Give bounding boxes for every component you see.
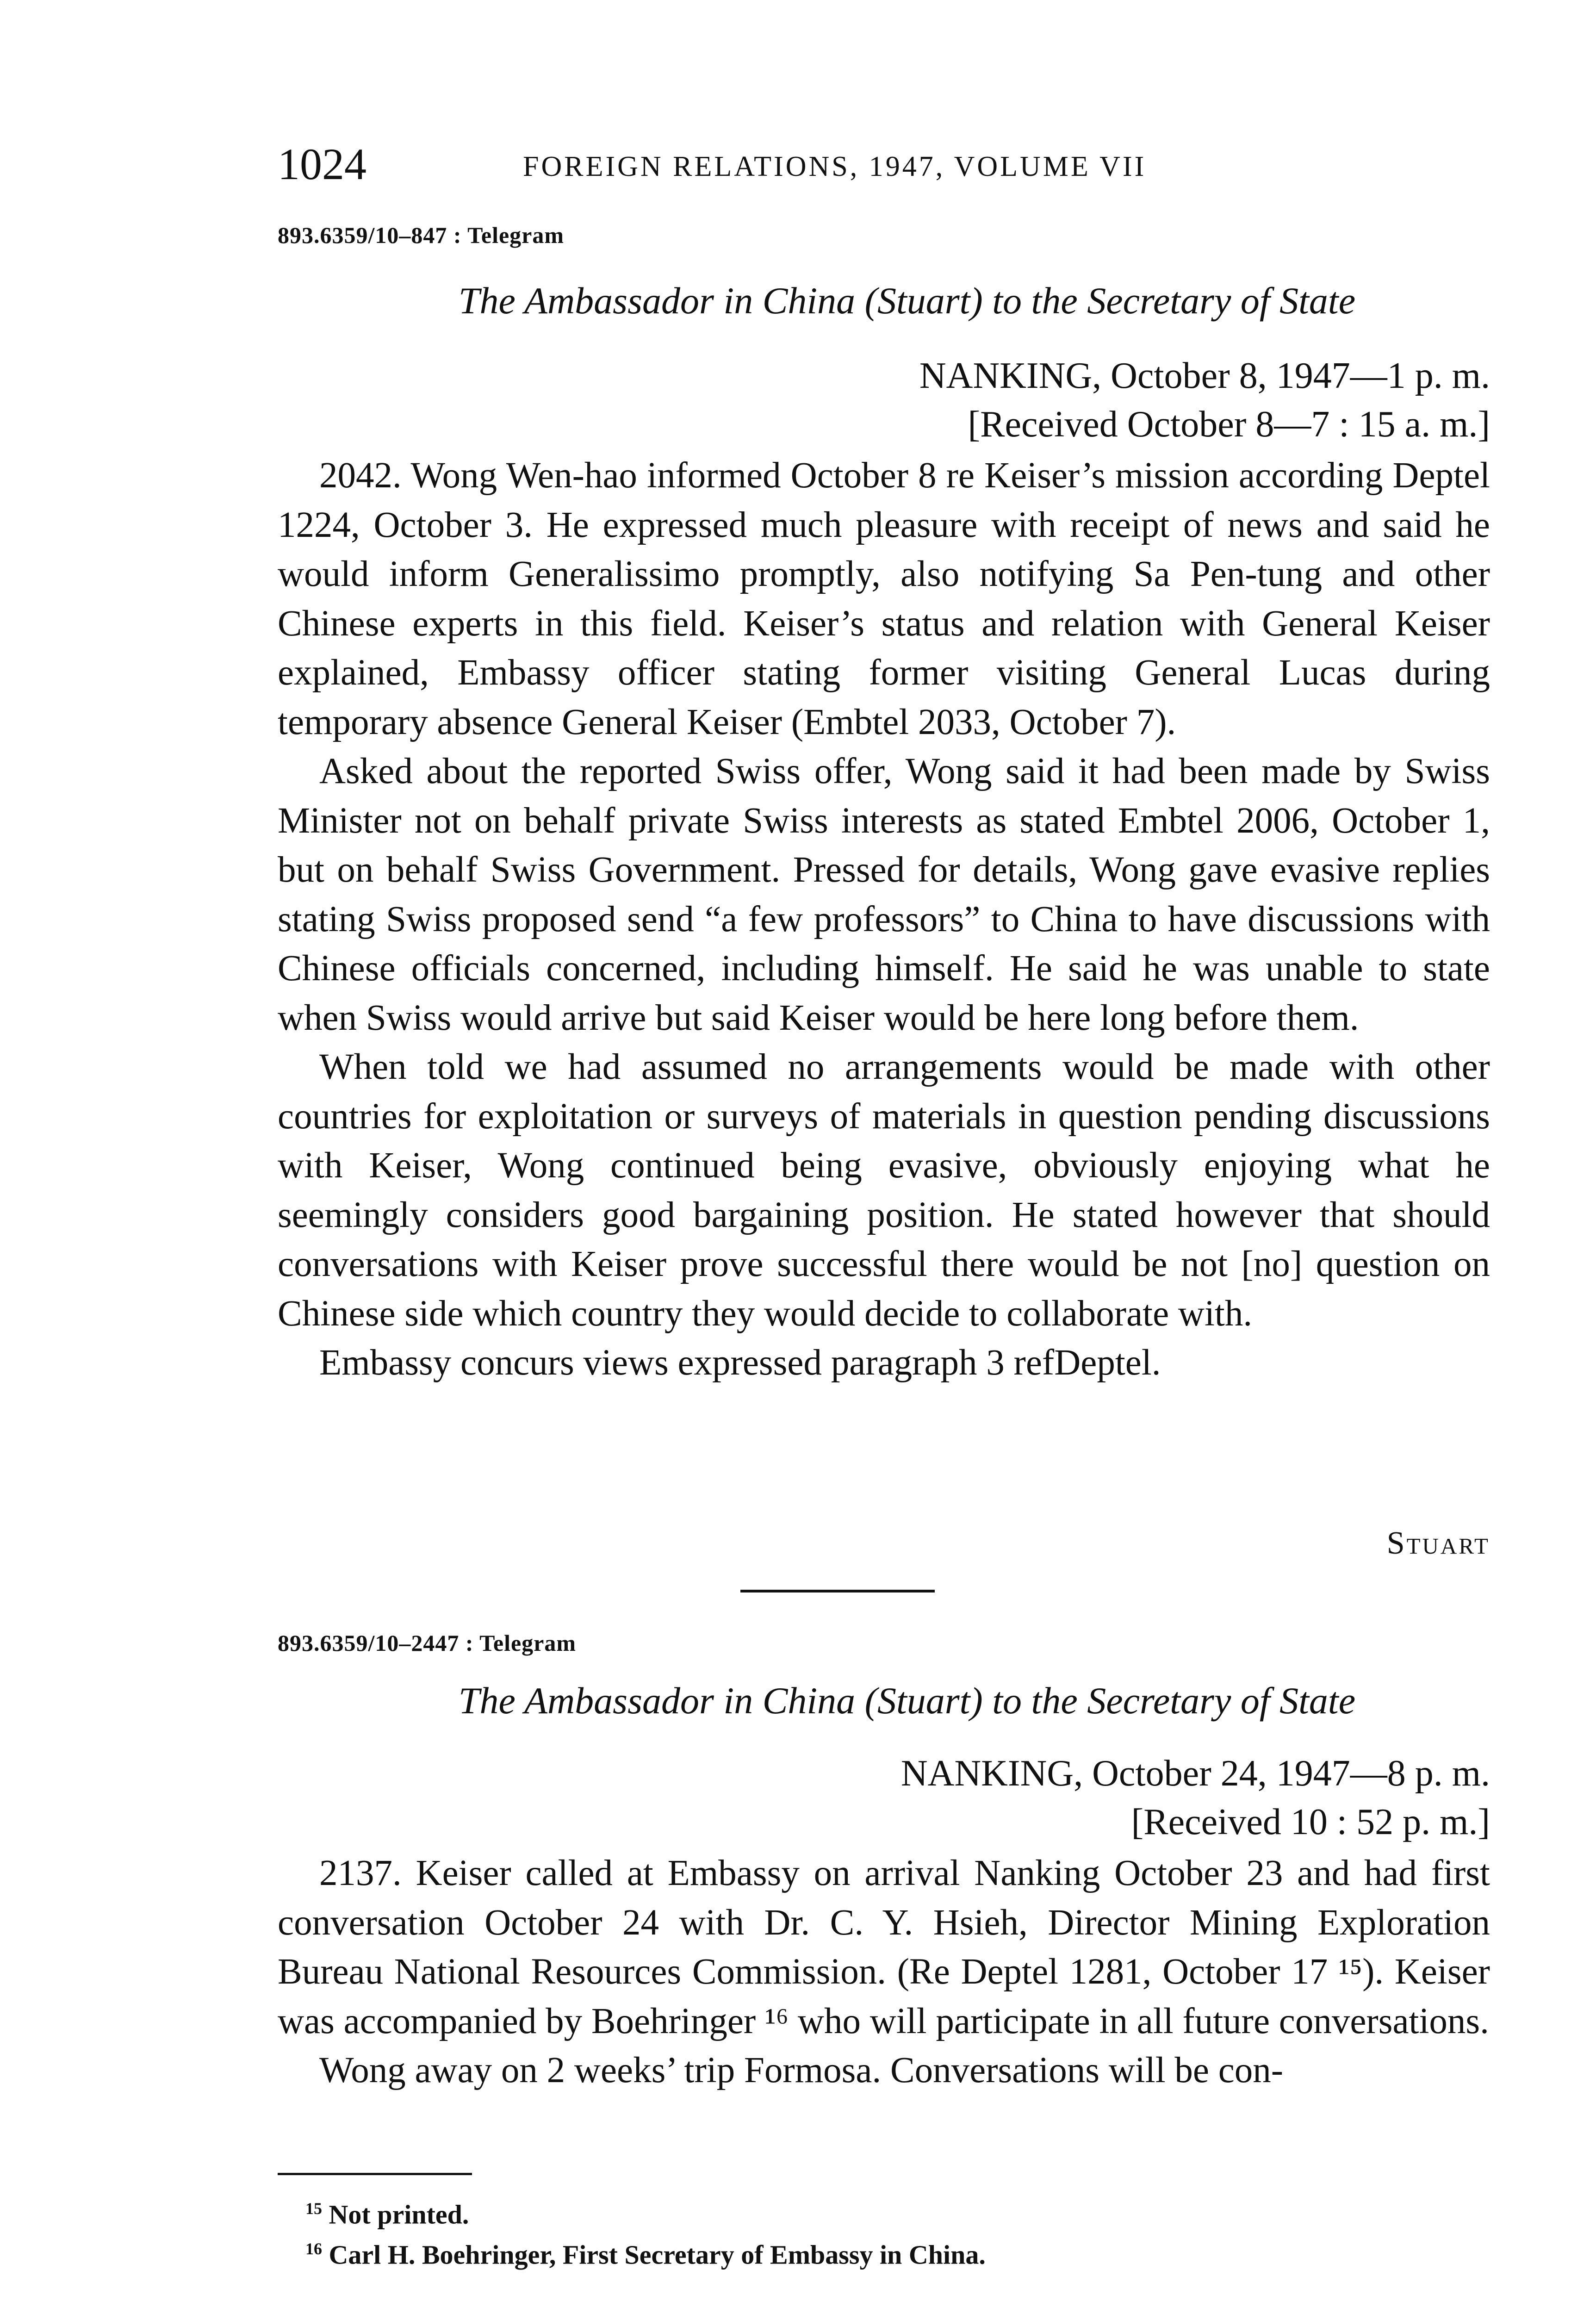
footnotes <box>305 2191 1490 2272</box>
paragraph: Embassy concurs views expressed paragraph 3 refDeptel. <box>319 1343 1161 1383</box>
footnote-marker: 15 <box>305 2199 322 2218</box>
footnote-text: Not printed. <box>329 2199 469 2230</box>
paragraph: 2042. Wong Wen-hao informed October 8 re Keiser’s mission according Deptel 1224, October 3. He expressed much pleasure with receipt of news and said he would inform Generalissimo promptly, also notifying Sa Pen-tung and other Chinese experts in this field. Keiser’s status and relation with General Keiser explained, Embassy officer stating former visiting General Lucas during temporary absence General Keiser (Embtel 2033, October 7). <box>278 455 1490 742</box>
telegram-body <box>278 451 1490 1388</box>
received-line: [Received 10 : 52 p. m.] <box>1131 1802 1490 1842</box>
section-divider <box>740 1590 935 1592</box>
footnote-marker: 16 <box>305 2239 322 2258</box>
footnote-text: Carl H. Boehringer, First Secretary of Embassy in China. <box>329 2239 986 2270</box>
running-head: FOREIGN RELATIONS, 1947, VOLUME VII <box>523 151 1147 182</box>
telegram-body <box>278 1849 1490 2096</box>
document-title: The Ambassador in China (Stuart) to the Secretary of State <box>458 280 1356 322</box>
footnote-15 <box>305 2191 1490 2232</box>
paragraph: 2137. Keiser called at Embassy on arrival Nanking October 23 and had first conversation October 24 with Dr. C. Y. Hsieh, Director Mining Exploration Bureau National Resources Commission. (Re Deptel 1281, October 17 ¹⁵). Keiser was accompanied by Boehringer ¹⁶ who will participate in all future conversations. <box>278 1853 1490 2041</box>
dateline: NANKING, October 24, 1947—8 p. m. <box>900 1753 1490 1794</box>
document-title: The Ambassador in China (Stuart) to the Secretary of State <box>458 1680 1356 1722</box>
file-reference: 893.6359/10–2447 : Telegram <box>278 1630 577 1656</box>
footnote-divider <box>278 2173 472 2175</box>
paragraph: Wong away on 2 weeks’ trip Formosa. Conversations will be con- <box>319 2050 1284 2090</box>
paragraph: When told we had assumed no arrangements would be made with other countries for exploitation or surveys of materials in question pending discussions with Keiser, Wong continued being evasive, obviously enjoying what he seemingly considers good bargaining position. He stated however that should conversations with Keiser prove successful there would be not [no] question on Chinese side which country they would decide to collaborate with. <box>278 1047 1490 1334</box>
footnote-16 <box>305 2232 1490 2272</box>
received-line: [Received October 8—7 : 15 a. m.] <box>968 404 1490 445</box>
page-header <box>278 139 1490 204</box>
signature: Stuart <box>1386 1525 1490 1561</box>
paragraph: Asked about the reported Swiss offer, Wong said it had been made by Swiss Minister not on behalf private Swiss interests as stated Embtel 2006, October 1, but on behalf Swiss Government. Pressed for details, Wong gave evasive replies stating Swiss proposed send “a few professors” to China to have discussions with Chinese officials concerned, including himself. He said he was unable to state when Swiss would arrive but said Keiser would be here long before them. <box>278 751 1490 1038</box>
dateline: NANKING, October 8, 1947—1 p. m. <box>919 355 1490 396</box>
page-number: 1024 <box>278 139 366 189</box>
file-reference: 893.6359/10–847 : Telegram <box>278 222 565 248</box>
